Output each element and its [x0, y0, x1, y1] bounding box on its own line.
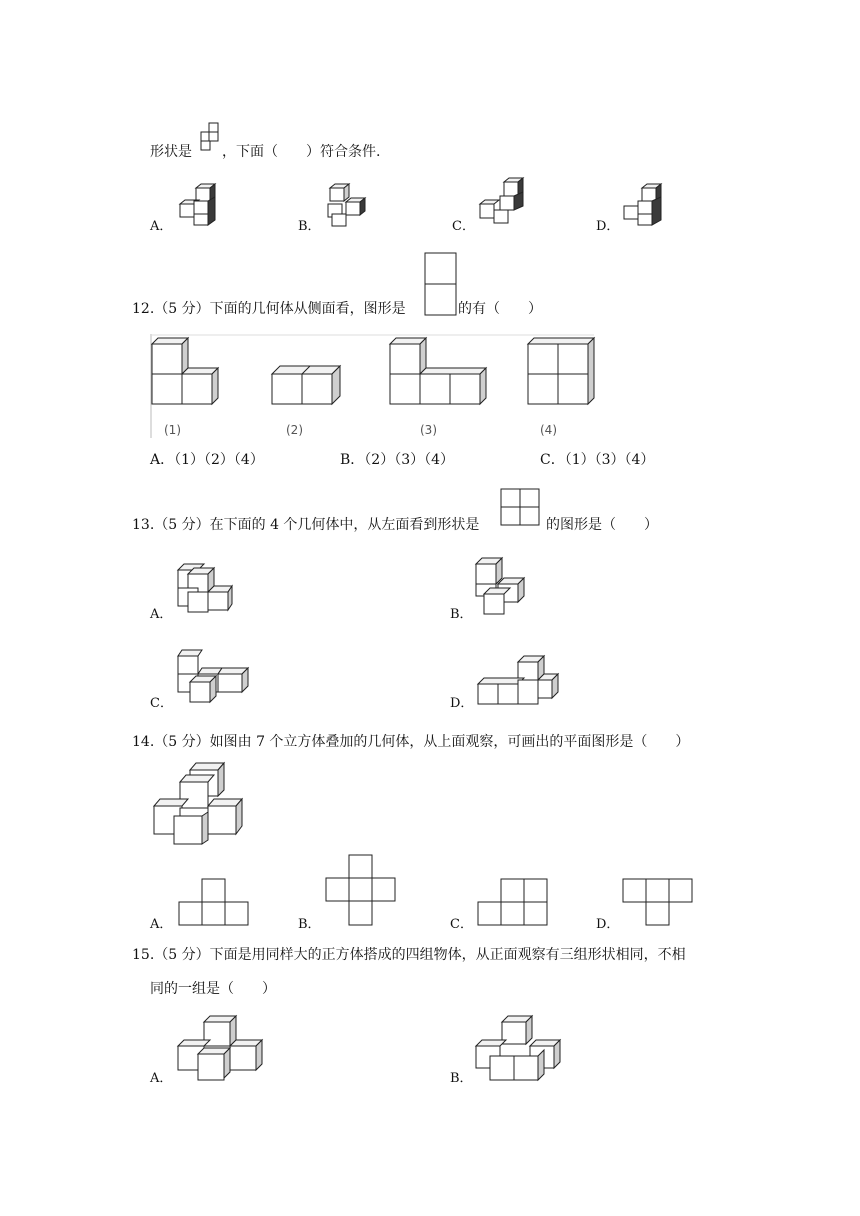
q12-option-a[interactable]: A．（1）（2）（4）: [150, 452, 264, 468]
q11-option-a-label[interactable]: A．: [150, 219, 173, 234]
q13-option-d-label[interactable]: D．: [450, 696, 474, 711]
q14-option-d-label[interactable]: D．: [596, 917, 620, 932]
q14-option-d-figure: [622, 878, 696, 928]
q13-option-d-figure: [476, 654, 560, 708]
q12-caption-3: (3): [420, 423, 437, 437]
q14-stem: 14.（5 分）如图由 7 个立方体叠加的几何体，从上面观察，可画出的平面图形是（ ）: [132, 734, 690, 750]
q13-stem-a: 13.（5 分）在下面的 4 个几何体中，从左面看到形状是: [132, 517, 480, 533]
q11-option-c-label[interactable]: C．: [452, 219, 475, 234]
q12-target-shape: [424, 252, 458, 316]
q15-option-a-figure: [176, 1014, 266, 1084]
q11-option-a-figure: [178, 182, 228, 228]
q11-intro-a: 形状是: [150, 144, 192, 160]
q13-option-a-label[interactable]: A．: [150, 607, 173, 622]
q15-option-b-figure: [474, 1014, 564, 1084]
q14-option-c-label[interactable]: C．: [450, 917, 473, 932]
q12-stem-a: 12.（5 分）下面的几何体从侧面看，图形是: [132, 301, 406, 317]
q13-option-b-label[interactable]: B．: [450, 607, 473, 622]
q12-option-b[interactable]: B．（2）（3）（4）: [340, 452, 455, 468]
q13-option-c-label[interactable]: C．: [150, 696, 173, 711]
q11-target-shape: [200, 122, 220, 154]
q11-option-c-figure: [476, 178, 530, 228]
q12-caption-4: (4): [540, 423, 557, 437]
q12-option-c[interactable]: C．（1）（3）（4）: [540, 452, 655, 468]
q15-stem-line1: 15.（5 分）下面是用同样大的正方体搭成的四组物体，从正面观察有三组形状相同，不相: [132, 947, 686, 963]
q13-stem-b: 的图形是（ ）: [546, 517, 658, 533]
q14-solid-figure: [152, 760, 248, 846]
q12-figure-panel: [150, 334, 594, 438]
q11-intro-b: ，下面（ ）符合条件.: [222, 144, 381, 160]
q15-stem-line2: 同的一组是（ ）: [150, 981, 276, 997]
q14-option-b-figure: [325, 854, 399, 928]
q11-option-d-figure: [622, 182, 668, 228]
q12-caption-1: (1): [164, 423, 181, 437]
q12-caption-2: (2): [286, 423, 303, 437]
q13-option-a-figure: [176, 558, 236, 620]
q14-option-c-figure: [477, 878, 551, 928]
q13-option-b-figure: [474, 556, 534, 618]
q11-option-b-figure: [326, 182, 376, 228]
q14-option-a-label[interactable]: A．: [150, 917, 173, 932]
q12-stem-b: 的有（ ）: [458, 301, 542, 317]
q15-option-b-label[interactable]: B．: [450, 1071, 473, 1086]
q14-option-b-label[interactable]: B．: [298, 917, 321, 932]
q13-option-c-figure: [176, 648, 252, 708]
q15-option-a-label[interactable]: A．: [150, 1071, 173, 1086]
q13-target-shape: [500, 488, 542, 528]
q11-option-d-label[interactable]: D．: [596, 219, 620, 234]
q14-option-a-figure: [178, 878, 252, 928]
q11-option-b-label[interactable]: B．: [298, 219, 321, 234]
